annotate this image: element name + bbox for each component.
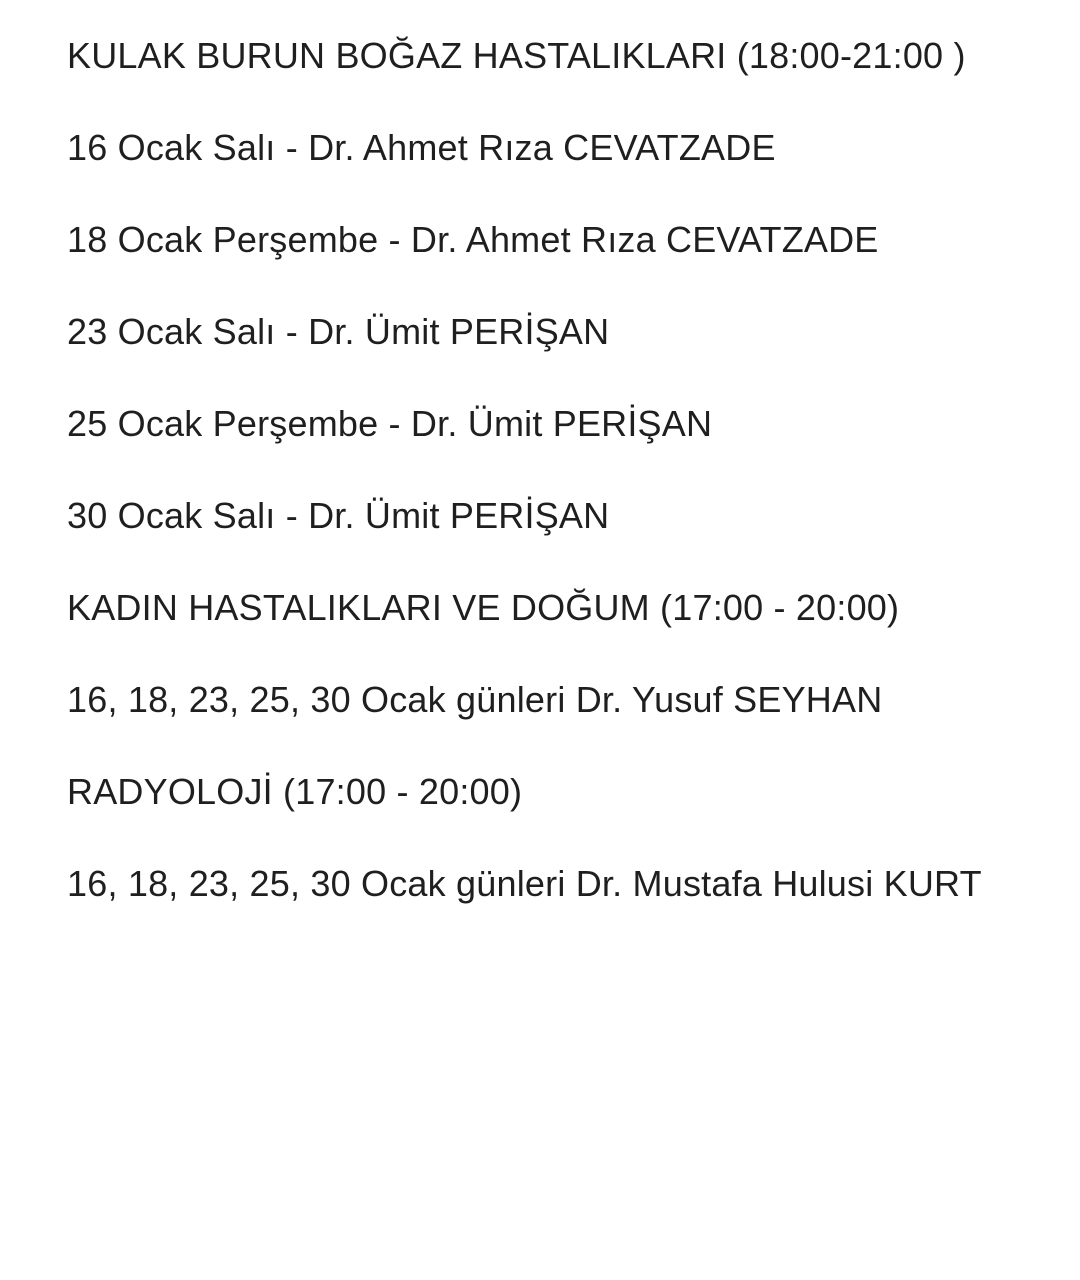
schedule-line: 16 Ocak Salı - Dr. Ahmet Rıza CEVATZADE [67,127,776,168]
schedule-line: 23 Ocak Salı - Dr. Ümit PERİŞAN [67,311,610,352]
section-heading-kbb: KULAK BURUN BOĞAZ HASTALIKLARI (18:00-21:00 ) [67,35,966,76]
section-heading-radyoloji: RADYOLOJİ (17:00 - 20:00) [67,771,523,812]
schedule-line: 25 Ocak Perşembe - Dr. Ümit PERİŞAN [67,403,713,444]
schedule-line: 30 Ocak Salı - Dr. Ümit PERİŞAN [67,495,610,536]
article-body [67,26,1027,946]
section-heading-kadin-dogum: KADIN HASTALIKLARI VE DOĞUM (17:00 - 20:00) [67,587,900,628]
schedule-line: 18 Ocak Perşembe - Dr. Ahmet Rıza CEVATZADE [67,219,879,260]
schedule-line: 16, 18, 23, 25, 30 Ocak günleri Dr. Mustafa Hulusi KURT [67,863,982,904]
schedule-line: 16, 18, 23, 25, 30 Ocak günleri Dr. Yusuf SEYHAN [67,679,883,720]
